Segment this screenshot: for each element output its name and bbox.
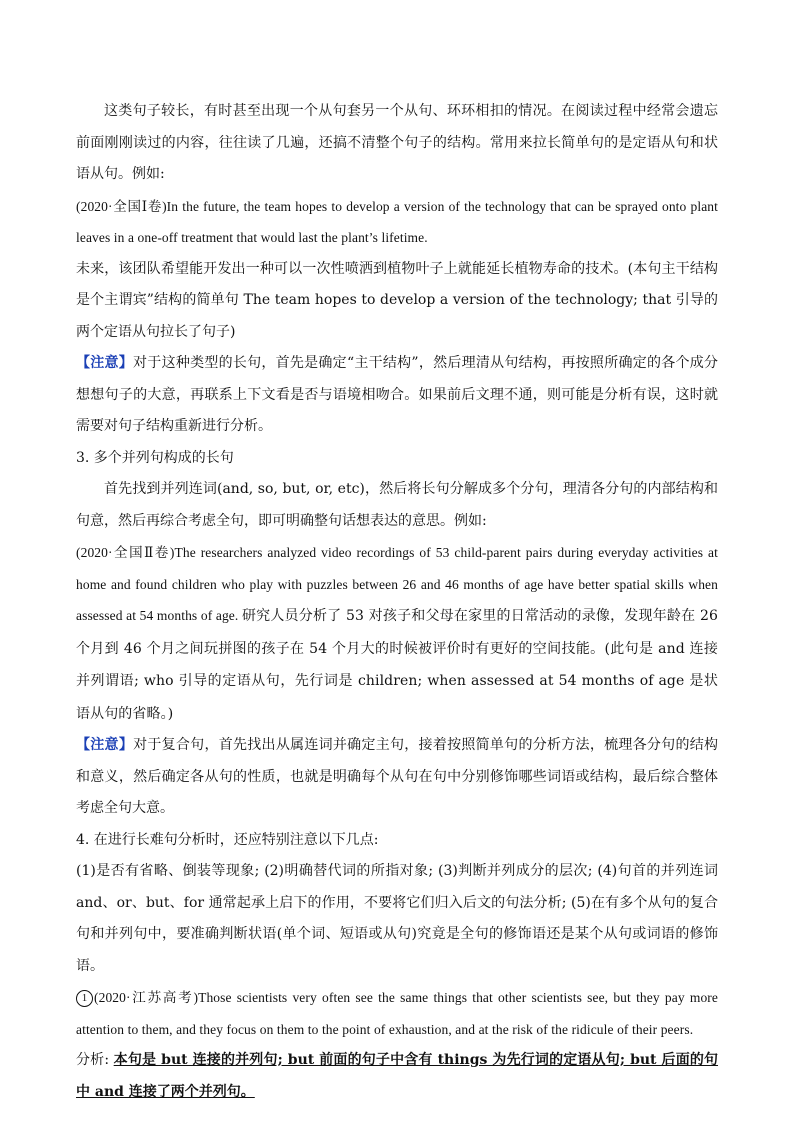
- example-3-english: (2020·江苏高考)Those scientists very often see the same things that other scientists see, but they pay more attention to them, and they focus on them to the point of exhaustion, and at the risk of the ridicule of their peers.: [76, 990, 718, 1037]
- example-2-english-text: (2020·全国Ⅱ卷)The researchers analyzed video recordings of 53 child-parent pairs during everyday activities at home and found children who play with puzzles between 26 and 46 months of age have better spatial skills when assessed at 54 months of age.: [76, 545, 718, 623]
- document-page: [76, 96, 718, 1108]
- note-label: 【注意】: [76, 737, 134, 753]
- section-4-heading: 4. 在进行长难句分析时，还应特别注意以下几点:: [76, 831, 379, 848]
- section-3-heading: 3. 多个并列句构成的长句: [76, 449, 234, 466]
- note-1-text: 对于这种类型的长句，首先是确定“主干结构”，然后理清从句结构，再按照所确定的各个成分想想句子的大意，再联系上下文看是否与语境相吻合。如果前后文理不通，则可能是分析有误，这时就需要对句子结构重新进行分析。: [76, 355, 719, 434]
- note-2: [76, 730, 718, 825]
- note-1: [76, 348, 718, 443]
- section-3-paragraph: 首先找到并列连词(and, so, but, or, etc)，然后将长句分解成多个分句，理清各分句的内部结构和句意，然后再综合考虑全句，即可明确整句话想表达的意思。例如:: [76, 481, 718, 529]
- section-4-points: (1)是否有省略、倒装等现象; (2)明确替代词的所指对象; (3)判断并列成分的层次; (4)句首的并列连词 and、or、but、for 通常起承上启下的作用，不要将它们归入后文的句法分析; (5)在有多个从句的复合句和并列句中，要准确判断状语(单个词、短语或从句)究竟是全句的修饰语还是某个从句或词语的修饰语。: [76, 863, 718, 974]
- analysis-label: 分析:: [76, 1052, 110, 1068]
- analysis-text: 本句是 but 连接的并列句; but 前面的句子中含有 things 为先行词的定语从句; but 后面的句中 and 连接了两个并列句。: [76, 1052, 719, 1100]
- example-1-translation: 未来，该团队希望能开发出一种可以一次性喷洒到植物叶子上就能延长植物寿命的技术。(本句主干结构是个主谓宾”结构的简单句 The team hopes to develop a version of the technology; that 引导的两个定语从句拉长了句子): [76, 260, 718, 340]
- circled-number: 1: [76, 990, 93, 1007]
- example-2-english: [76, 537, 718, 730]
- analysis: [76, 1045, 718, 1108]
- note-2-text: 对于复合句，首先找出从属连词并确定主句，接着按照简单句的分析方法，梳理各分句的结构和意义，然后确定各从句的性质，也就是明确每个从句在句中分别修饰哪些词语或结构，最后综合整体考虑全句大意。: [76, 737, 719, 816]
- example-2-translation: 研究人员分析了 53 对孩子和父母在家里的日常活动的录像，发现年龄在 26 个月到 46 个月之间玩拼图的孩子在 54 个月大的时候被评价时有更好的空间技能。(此句是 and 连接并列谓语; who 引导的定语从句，先行词是 children; when assessed at 54 months of age 是状语从句的省略。): [76, 608, 718, 722]
- note-label: 【注意】: [76, 355, 134, 371]
- example-1-english: (2020·全国Ⅰ卷)In the future, the team hopes to develop a version of the technology that can be sprayed onto plant leaves in a one-off treatment that would last the plant’s lifetime.: [76, 198, 718, 245]
- intro-paragraph: 这类句子较长，有时甚至出现一个从句套另一个从句、环环相扣的情况。在阅读过程中经常会遗忘前面刚刚读过的内容，往往读了几遍，还搞不清整个句子的结构。常用来拉长简单句的是定语从句和状语从句。例如:: [76, 103, 718, 182]
- example-3: [76, 982, 718, 1045]
